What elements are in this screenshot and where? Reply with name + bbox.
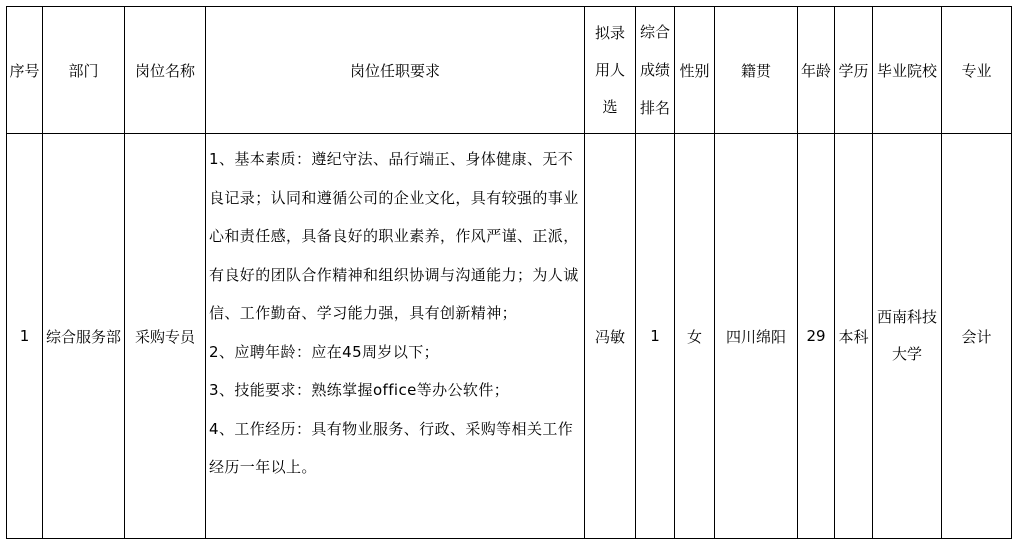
header-position: 岗位名称 [125, 7, 206, 134]
cell-position: 采购专员 [125, 134, 206, 539]
requirement-1: 1、基本素质：遵纪守法、品行端正、身体健康、无不良记录；认同和遵循公司的企业文化，具有较强的事业心和责任感，具备良好的职业素养，作风严谨、正派，有良好的团队合作精神和组织协调与沟通能力；为人诚信、工作勤奋、学习能力强，具有创新精神； [209, 150, 579, 322]
cell-hired: 冯敏 [585, 134, 636, 539]
cell-no: 1 [7, 134, 43, 539]
header-origin: 籍贯 [715, 7, 798, 134]
header-gender: 性别 [675, 7, 715, 134]
table-row [7, 134, 1012, 539]
cell-origin: 四川绵阳 [715, 134, 798, 539]
requirement-2: 2、应聘年龄：应在45周岁以下； [209, 342, 440, 361]
cell-gender: 女 [675, 134, 715, 539]
header-requirements: 岗位任职要求 [206, 7, 585, 134]
header-hired: 拟录用人选 [585, 7, 636, 134]
cell-school: 西南科技大学 [873, 134, 942, 539]
cell-dept: 综合服务部 [43, 134, 125, 539]
header-rank: 综合成绩排名 [636, 7, 675, 134]
header-row [7, 7, 1012, 134]
header-age: 年龄 [798, 7, 835, 134]
header-major: 专业 [942, 7, 1012, 134]
cell-major: 会计 [942, 134, 1012, 539]
cell-age: 29 [798, 134, 835, 539]
header-no: 序号 [7, 7, 43, 134]
header-school: 毕业院校 [873, 7, 942, 134]
cell-requirements [206, 134, 585, 539]
requirement-3: 3、技能要求：熟练掌握office等办公软件； [209, 381, 510, 399]
header-education: 学历 [835, 7, 873, 134]
requirement-4: 4、工作经历：具有物业服务、行政、采购等相关工作经历一年以上。 [209, 419, 574, 476]
cell-education: 本科 [835, 134, 873, 539]
cell-rank: 1 [636, 134, 675, 539]
recruitment-table [6, 6, 1012, 539]
header-dept: 部门 [43, 7, 125, 134]
